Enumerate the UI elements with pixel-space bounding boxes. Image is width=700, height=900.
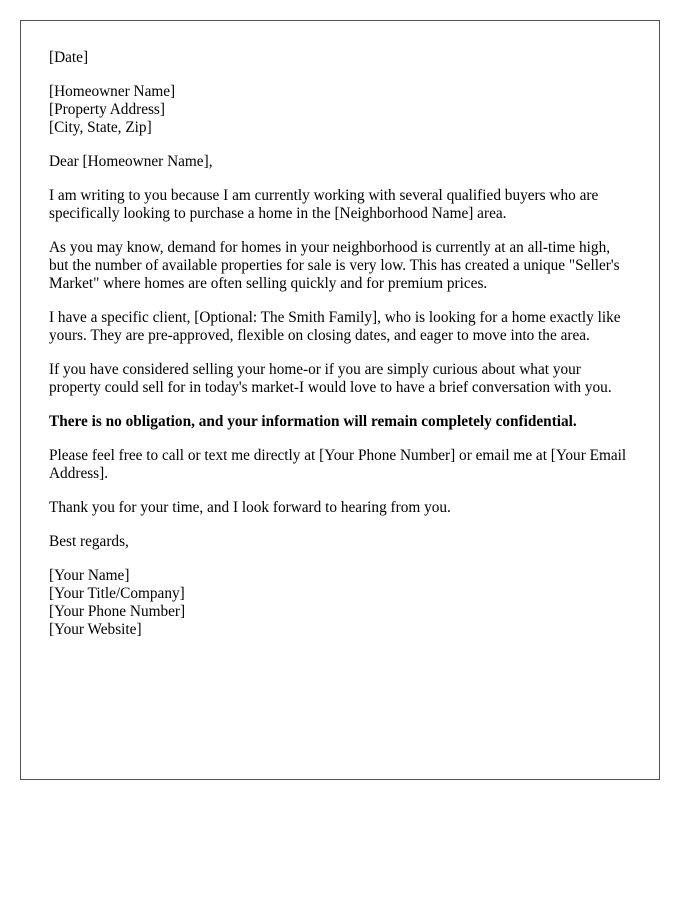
recipient-city-state-zip: [City, State, Zip]: [49, 119, 152, 136]
body-paragraph-4: If you have considered selling your home-or if you are simply curious about what your property could sell for in today's market-I would love to have a brief conversation with you.: [49, 361, 612, 396]
signature-website: [Your Website]: [49, 621, 142, 638]
closing: Best regards,: [49, 533, 129, 550]
body-paragraph-contact: Please feel free to call or text me directly at [Your Phone Number] or email me at [Your Email Address].: [49, 447, 627, 482]
salutation: Dear [Homeowner Name],: [49, 153, 213, 170]
recipient-name: [Homeowner Name]: [49, 83, 176, 100]
signature-name: [Your Name]: [49, 567, 130, 584]
recipient-address: [Property Address]: [49, 101, 165, 118]
signature-block: [49, 567, 631, 639]
confidentiality-statement: There is no obligation, and your information will remain completely confidential.: [49, 413, 577, 430]
letter-date: [Date]: [49, 49, 89, 66]
signature-title-company: [Your Title/Company]: [49, 585, 185, 602]
signature-phone: [Your Phone Number]: [49, 603, 186, 620]
recipient-block: [49, 83, 631, 137]
body-paragraph-1: I am writing to you because I am currently working with several qualified buyers who are specifically looking to purchase a home in the [Neighborhood Name] area.: [49, 187, 599, 222]
body-paragraph-3: I have a specific client, [Optional: The Smith Family], who is looking for a home exactly like yours. They are pre-approved, flexible on closing dates, and eager to move into the area.: [49, 309, 621, 344]
body-paragraph-2: As you may know, demand for homes in your neighborhood is currently at an all-time high, but the number of available properties for sale is very low. This has created a unique "Seller's Market" where homes are often selling quickly and for premium prices.: [49, 239, 620, 292]
body-paragraph-thanks: Thank you for your time, and I look forward to hearing from you.: [49, 499, 451, 516]
letter-page: [20, 20, 660, 780]
